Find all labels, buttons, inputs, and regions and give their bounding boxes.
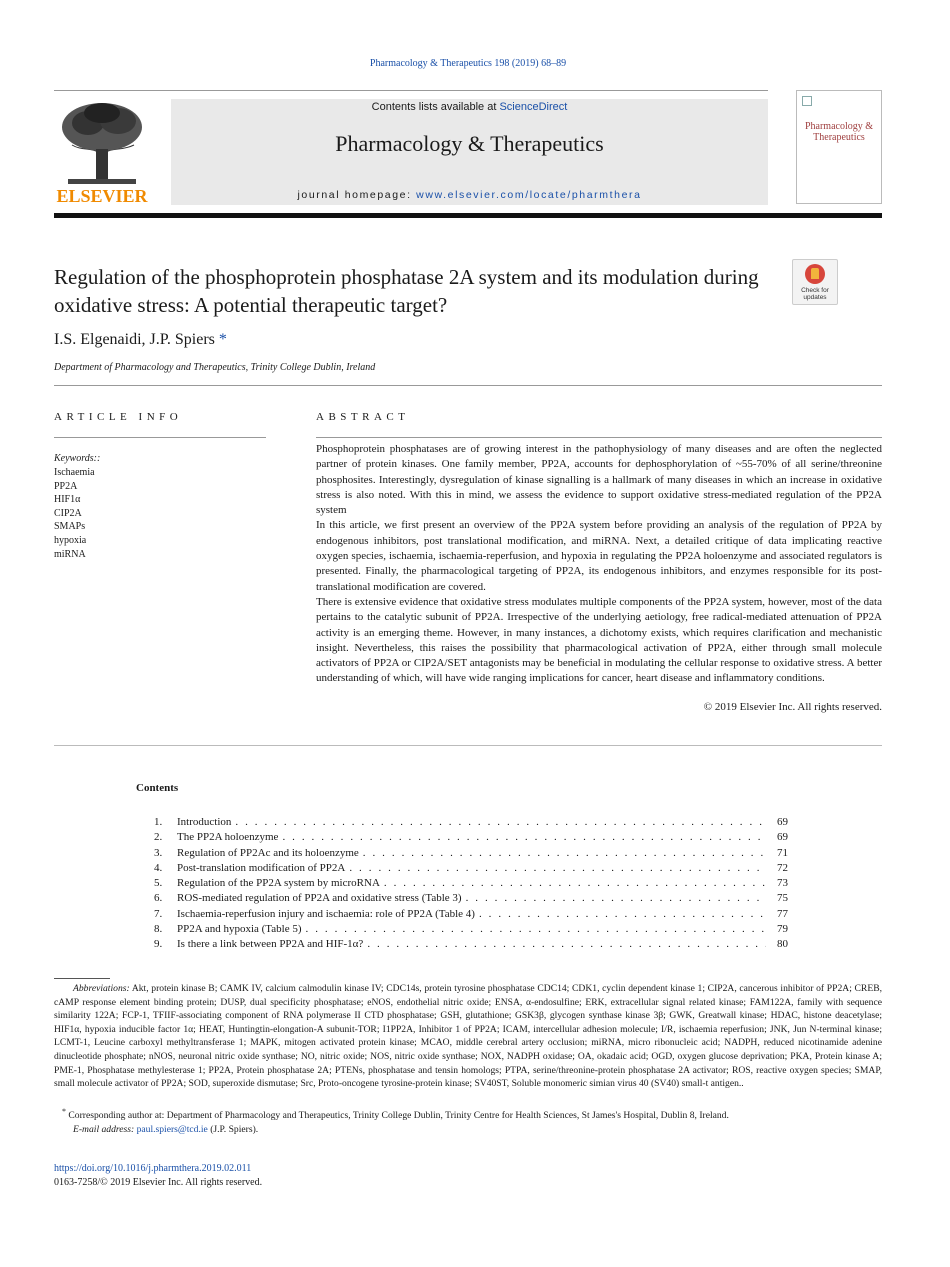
corresponding-author-link[interactable]: * — [214, 331, 227, 348]
check-for-updates-button[interactable] — [792, 259, 838, 305]
elsevier-tree-icon — [58, 99, 146, 185]
toc-page: 80 — [777, 938, 788, 951]
toc-leader — [462, 892, 766, 904]
toc-leader — [231, 816, 766, 828]
toc-entry[interactable] — [136, 877, 788, 892]
abstract-copyright: © 2019 Elsevier Inc. All rights reserved. — [703, 701, 882, 713]
toc-page: 72 — [777, 861, 788, 874]
keyword-item: miRNA — [54, 548, 86, 560]
toc-entry[interactable] — [136, 847, 788, 862]
corresponding-author-footnote — [54, 1105, 882, 1136]
article-info-heading: ARTICLE INFO — [54, 411, 183, 423]
toc-entry[interactable] — [136, 862, 788, 877]
email-suffix: (J.P. Spiers). — [207, 1123, 259, 1135]
toc-page: 75 — [777, 892, 788, 905]
keyword-item: HIF1α — [54, 494, 81, 506]
abbreviations-footnote — [54, 982, 882, 1091]
journal-cover-thumbnail[interactable] — [796, 90, 882, 204]
toc-leader — [302, 923, 767, 935]
abstract-paragraph: In this article, we first present an overview of the PP2A system before providing an analysis of the regulation of PP2A by endogenous inhibitors, post translational modification, and miRNA. Next, a detailed critique of data implicating reactive oxygen species, ischaemia, ischaemia-reperfusion, and hypoxia in regulating the PP2A holoenzyme and associated regulators is presented. Finally, the pharmacological targeting of PP2A, its endogenous inhibitors, and enzymes responsible for its post-translational modification are covered. — [316, 519, 882, 593]
keyword-item: SMAPs — [54, 521, 86, 533]
abstract-rule — [316, 437, 882, 438]
elsevier-wordmark: ELSEVIER — [56, 186, 148, 206]
toc-title: Regulation of the PP2A system by microRNA — [177, 877, 380, 890]
journal-homepage-line — [171, 189, 768, 201]
contents-prefix: Contents lists available at — [371, 101, 500, 113]
cover-logo-icon — [802, 96, 812, 106]
toc-leader — [475, 908, 766, 920]
toc-number: 7. — [154, 907, 163, 920]
keyword-item: PP2A — [54, 480, 78, 492]
toc-title: PP2A and hypoxia (Table 5) — [177, 923, 302, 936]
elsevier-logo — [54, 99, 150, 207]
authors-names: I.S. Elgenaidi, J.P. Spiers — [54, 331, 215, 348]
toc-page: 71 — [777, 846, 788, 859]
keyword-item: hypoxia — [54, 534, 87, 546]
toc-leader — [363, 938, 766, 950]
homepage-link[interactable]: www.elsevier.com/locate/pharmthera — [416, 189, 642, 201]
toc-page: 69 — [777, 816, 788, 828]
toc-number: 4. — [154, 861, 163, 874]
toc-entry[interactable] — [136, 908, 788, 923]
journal-citation-link[interactable]: Pharmacology & Therapeutics 198 (2019) 68–89 — [369, 58, 567, 69]
author-affiliation: Department of Pharmacology and Therapeutics, Trinity College Dublin, Ireland — [54, 362, 376, 373]
email-label: E-mail address: — [73, 1123, 137, 1135]
abstract-heading: ABSTRACT — [316, 411, 410, 423]
article-title: Regulation of the phosphoprotein phosphatase 2A system and its modulation during oxidative stress: A potential therapeutic target? — [54, 265, 759, 317]
homepage-prefix: journal homepage: — [297, 189, 417, 201]
toc-number: 1. — [154, 816, 163, 828]
abbreviations-text: Akt, protein kinase B; CAMK IV, calcium calmodulin kinase IV; CDC14s, protein tyrosine phosphatase CDC14; CDK1, cyclin dependent kinase 1; CIP2A, cancerous inhibitor of PP2A; CREB, cAMP response element binding protein; DUSP, dual specificity phosphatase; eNOS, endothelial nitric oxide; ENSA, α-endosulfine; ERK, extracellular signal related kinase; FAM122A, family with sequence similarity 122A; FCP-1, TFIIF-associating component of RNA polymerase II CTD phosphatase; GSH, glutathione; GSK3β, glycogen synthase kinase 3β; GWK, Greatwall kinase; HDAC, histone deacetylase; HIF1α, hypoxia inducible factor 1α; HEAT, Huntingtin-elongation-A subunit-TOR; I1PP2A, Inhibitor 1 of PP2A; ICAM, intercellular adhesion molecule; I/R, ischaemia reperfusion; JNK, Jun N-terminal kinase; LCMT-1, Leucine carboxyl methyltransferase 1; MAPK, mitogen activated protein kinase; MCAO, middle cerebral artery occlusion; miRNA, micro ribonucleic acid; NADPH, reduced nicotinamide adenine dinucleotide phosphate; nNOS, neuronal nitric oxide synthase; NO, nitric oxide; NOS, nitric oxide synthase; NOX, NADPH oxidase; OA, okadaic acid; OGD, oxygen glucose deprivation; PKA, Protein kinase A; PME-1, Phosphatase methylesterase 1; PP2A, Protein phosphatase 2A; PTENs, phosphatase and tensin homologs; PTPA, serine/threonine-protein phosphatase 2A activator; ROS, reactive oxygen species; SMAP, small molecule activator of PP2A; SOD, superoxide dismutase; Src, Proto-oncogene tyrosine-protein kinase; SV40ST, Soluble monomeric simian virus 40 (SV40) small-t antigen.. — [54, 983, 882, 1090]
title-divider — [54, 385, 882, 386]
toc-entry[interactable] — [136, 831, 788, 846]
keyword-item: CIP2A — [54, 507, 82, 519]
header-thick-rule — [54, 213, 882, 218]
check-updates-label: Check for updates — [801, 287, 829, 301]
contents-heading: Contents — [136, 782, 179, 794]
toc-page: 79 — [777, 923, 788, 936]
toc-number: 3. — [154, 846, 163, 859]
toc-title: ROS-mediated regulation of PP2A and oxidative stress (Table 3) — [177, 892, 462, 905]
toc-leader — [359, 847, 766, 859]
toc-number: 8. — [154, 923, 163, 936]
email-link[interactable]: paul.spiers@tcd.ie — [136, 1123, 208, 1135]
author-list — [54, 331, 227, 349]
header-top-rule — [54, 90, 768, 91]
toc-title: Post-translation modification of PP2A — [177, 861, 346, 874]
keywords-label: Keywords:: — [54, 453, 101, 464]
sciencedirect-link[interactable]: ScienceDirect — [499, 101, 568, 113]
toc-entry[interactable] — [136, 938, 788, 953]
toc-page: 73 — [777, 877, 788, 890]
journal-title: Pharmacology & Therapeutics — [335, 131, 604, 156]
corresponding-author-line — [54, 1105, 882, 1123]
abstract-paragraph: There is extensive evidence that oxidative stress modulates multiple components of the PP2A system, however, most of the data pertains to the catalytic subunit of PP2A. Irrespective of the underlying aetiology, free radical-mediated attenuation of PP2A activity is an emerging theme. However, in many instances, a dichotomy exists, which requires clarification and mechanistic insight. Nevertheless, this raises the possibility that pharmacological activation of PP2A, either through small molecule activators of PP2A or CIP2A/SET antagonists may be beneficial in modulating the cellular response to oxidative stress. A better understanding of which, will have wide ranging implications for cancer, heart disease and inflammatory conditions. — [316, 595, 882, 685]
toc-title: Ischaemia-reperfusion injury and ischaemia: role of PP2A (Table 4) — [177, 907, 475, 920]
corresponding-text: Corresponding author at: Department of Pharmacology and Therapeutics, Trinity College Dublin, Trinity Centre for Health Sciences, St James's Hospital, Dublin 8, Ireland. — [66, 1110, 729, 1122]
toc-number: 2. — [154, 831, 163, 844]
toc-leader — [345, 862, 766, 874]
footnote-rule — [54, 978, 110, 979]
corresponding-mark: * — [62, 1107, 66, 1116]
email-line — [54, 1123, 882, 1137]
toc-leader — [278, 831, 766, 843]
toc-number: 9. — [154, 938, 163, 951]
toc-number: 6. — [154, 892, 163, 905]
toc-page: 77 — [777, 907, 788, 920]
article-info-rule — [54, 437, 266, 438]
toc-title: Regulation of PP2Ac and its holoenzyme — [177, 846, 359, 859]
toc-leader — [380, 877, 766, 889]
toc-number: 5. — [154, 877, 163, 890]
abstract-paragraph: Phosphoprotein phosphatases are of growing interest in the pathophysiology of many diseases and are often the neglected partner of protein kinases. One family member, PP2A, accounts for dephosphorylation of ~55-70% of all serine/threonine phosphosites. Interestingly, dysregulation of kinase signalling is a hallmark of many diseases in which an increase in oxidative stress is also noted. With this in mind, we assess the evidence to support oxidative stress-mediated regulation of the PP2A system — [316, 443, 882, 517]
toc-title: The PP2A holoenzyme — [177, 831, 279, 844]
keyword-item: Ischaemia — [54, 467, 95, 478]
cover-title: Pharmacology & Therapeutics — [804, 121, 874, 143]
contents-available-line — [171, 101, 768, 113]
doi-link[interactable]: https://doi.org/10.1016/j.pharmthera.2019.02.011 — [54, 1163, 252, 1174]
toc-entry[interactable] — [136, 923, 788, 938]
abstract-body — [316, 442, 882, 687]
toc-title: Is there a link between PP2A and HIF-1α? — [177, 938, 364, 951]
toc-entry[interactable] — [136, 816, 788, 831]
toc-page: 69 — [777, 831, 788, 844]
toc-entry[interactable] — [136, 892, 788, 907]
keywords-list — [54, 466, 95, 561]
abbreviations-label: Abbreviations: — [73, 983, 130, 994]
issn-copyright: 0163-7258/© 2019 Elsevier Inc. All rights reserved. — [54, 1177, 263, 1188]
toc-title: Introduction — [177, 816, 232, 828]
abstract-divider — [54, 745, 882, 746]
check-updates-icon — [805, 264, 825, 284]
table-of-contents — [136, 816, 788, 954]
